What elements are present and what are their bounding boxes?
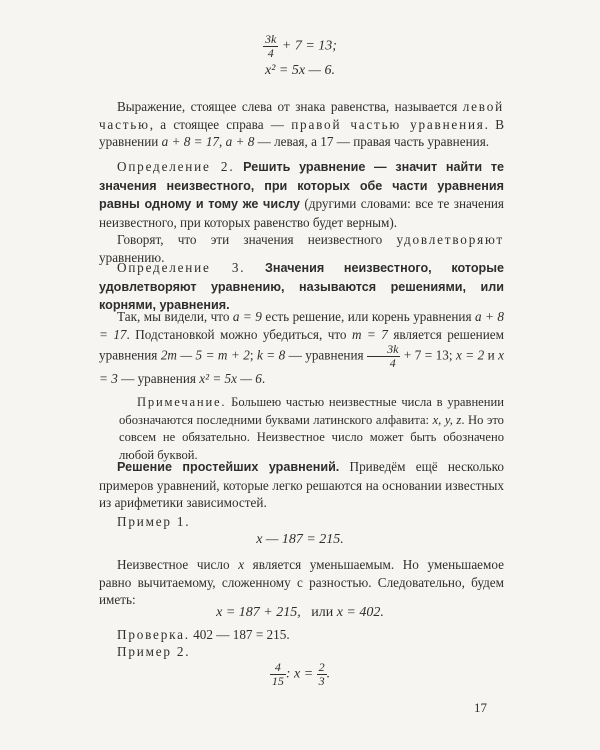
text-span: 402 — 187 = 215.	[189, 627, 290, 642]
paragraph-minuend	[99, 556, 504, 609]
text-span: (другими словами: все те значения неизвестного, при которых равенство будет верным).	[99, 196, 504, 230]
paragraph-sides-of-equation	[99, 98, 504, 151]
text-span: x = 3	[99, 347, 504, 386]
example-1-equation	[0, 532, 600, 548]
text-span: m = 7	[351, 326, 388, 342]
text-span: Пример 2.	[117, 644, 191, 659]
check	[99, 626, 504, 644]
text-span: k = 8	[256, 347, 286, 363]
definition-label: Определение 3.	[117, 260, 246, 275]
example-1-label	[99, 513, 504, 531]
text-span: 4	[270, 661, 286, 675]
text-span: x, y, z	[432, 412, 462, 427]
text-span: x — 187 = 215.	[256, 532, 344, 547]
text-span: 4	[389, 356, 396, 370]
definition-2	[99, 158, 504, 266]
text-span: 4	[267, 46, 274, 60]
text-span: 3k	[265, 32, 277, 46]
definition-label: Определение 2.	[117, 159, 235, 174]
text-span: ;	[249, 347, 257, 363]
text-span: x = 187 + 215,	[216, 605, 301, 620]
page-number: 17	[474, 700, 487, 715]
text-span: a + 8 = 17	[99, 309, 504, 342]
text-span: правой частью уравнения	[291, 116, 485, 132]
fraction	[270, 661, 286, 688]
text-span: удовлетворяют	[396, 232, 504, 247]
text-span: и	[484, 347, 499, 363]
text-span: ,	[219, 134, 226, 149]
text-span: 15	[271, 674, 284, 688]
top-equation-1	[0, 33, 600, 60]
text-span: .	[326, 666, 331, 682]
text-span: Приведём ещё несколько примеров уравнений, которые легко решаются на основании известных из арифметики зависимостей.	[99, 459, 505, 510]
text-span: , а стоящее справа —	[149, 116, 292, 132]
text-span: . В уравнении	[99, 116, 504, 149]
text-span: x² = 5x — 6.	[264, 63, 336, 78]
text-span: 3k	[367, 343, 400, 357]
paragraph-roots-examples	[99, 308, 504, 388]
fraction	[317, 661, 327, 688]
text-span: 2m — 5 = m + 2	[160, 347, 250, 363]
example-2-label	[99, 643, 504, 661]
text-span: .	[261, 371, 266, 386]
text-span: Так, мы видели, что	[117, 309, 233, 324]
text-span: Говорят, что эти значения неизвестного	[117, 232, 397, 247]
text-span: уравнению.	[99, 249, 165, 265]
text-span: Большею частью неизвестные числа в уравнении обозначаются последними буквами латинского алфавита:	[119, 395, 504, 427]
fraction	[367, 343, 400, 370]
text-span: x	[238, 557, 245, 572]
text-span: — уравнения	[117, 371, 200, 386]
text-span: есть решение, или корень уравнения	[261, 309, 476, 324]
text-span: Значения неизвестного, которые удовлетворяют уравнению, называются решениями, или корнями, уравнения.	[99, 261, 504, 312]
top-equation-2	[0, 63, 600, 79]
text-span: Проверка.	[117, 627, 190, 642]
text-span: — уравнения	[285, 347, 368, 363]
text-span: a + 8	[225, 134, 255, 149]
text-span: Неизвестное число	[117, 557, 239, 572]
text-span: является решением уравнения	[99, 326, 504, 363]
text-span: 2	[318, 660, 325, 674]
text-span: : x =	[285, 666, 314, 682]
text-span: x = 402.	[336, 605, 384, 620]
text-span: + 7 = 13;	[400, 347, 456, 363]
text-span: 3	[318, 674, 325, 688]
example-2-equation	[0, 661, 600, 688]
text-span: Решить уравнение — значит найти те значения неизвестного, при которых обе части уравнения равны одному и тому же числу	[99, 160, 504, 211]
section-title: Решение простейших уравнений.	[117, 460, 340, 474]
result-equation	[0, 605, 600, 621]
text-span: или	[311, 605, 334, 620]
text-span: является уменьшаемым. Но уменьшаемое равно вычитаемому, сложенному с разностью. Следовательно, будем иметь:	[99, 557, 504, 607]
text-span: Пример 1.	[117, 514, 191, 529]
text-span: x² = 5x — 6	[199, 371, 262, 386]
text-span: левой частью	[99, 99, 504, 132]
text-span: a = 9	[232, 309, 262, 324]
note	[119, 394, 504, 464]
definition-3	[99, 259, 504, 315]
text-span: . Подстановкой можно убедиться, что	[126, 326, 352, 342]
text-span: Выражение, стоящее слева от знака равенства, называется	[117, 99, 463, 114]
text-span: a + 8 = 17	[161, 134, 220, 149]
simple-equations-section	[99, 458, 504, 512]
fraction	[263, 33, 278, 60]
text-span: x = 2	[455, 347, 485, 363]
note-label: Примечание.	[137, 395, 227, 409]
text-span: + 7 = 13;	[278, 38, 337, 54]
text-span: . Но это совсем не обязательно. Неизвестное число может быть обозначено любой буквой.	[119, 412, 504, 462]
text-span: — левая, а 17 — правая часть уравнения.	[254, 134, 490, 149]
